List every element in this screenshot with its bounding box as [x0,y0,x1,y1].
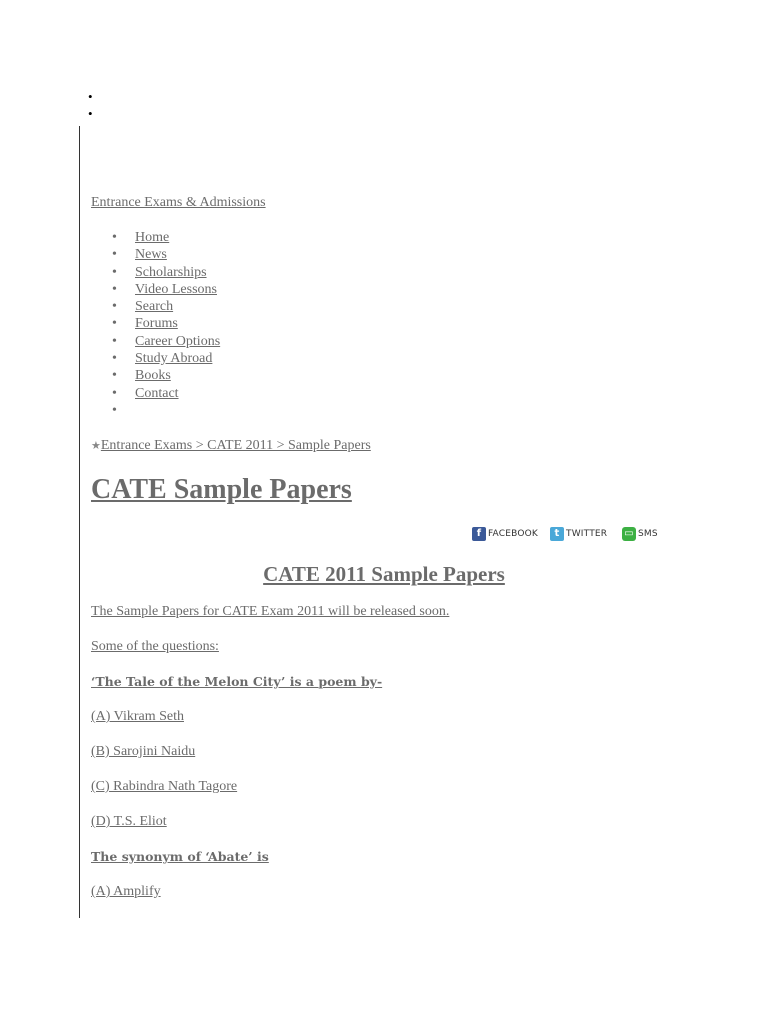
nav-label: Contact [135,385,179,401]
star-icon: ★ [91,440,101,452]
nav-bullet: • [112,264,117,280]
nav-link-home[interactable] [112,229,169,246]
section-heading [0,560,768,588]
facebook-share-button[interactable] [472,526,538,542]
nav-bullet: • [112,281,117,297]
page-title[interactable]: CATE Sample Papers [91,474,352,505]
nav-bullet: • [112,299,117,315]
nav-item-career-options [112,333,220,350]
question-2-option-a[interactable]: (A) Amplify [91,884,161,899]
breadcrumb-link[interactable]: Entrance Exams > CATE 2011 > Sample Papers [100,438,371,453]
nav-bullet: • [112,333,117,349]
nav-label: Books [135,368,171,384]
nav-link-forums[interactable] [112,315,178,332]
nav-bullet: • [112,368,117,384]
nav-label: News [135,247,167,263]
question-1-option-d[interactable]: (D) T.S. Eliot [91,814,167,829]
nav-label: Forums [135,316,178,332]
top-bullet-item [88,105,93,122]
twitter-share-button[interactable] [550,526,607,542]
sms-icon: ▭ [622,527,636,541]
nav-link-scholarships[interactable] [112,264,207,281]
nav-link-news[interactable] [112,246,167,263]
intro-text[interactable]: The Sample Papers for CATE Exam 2011 will be released soon. [91,604,450,619]
nav-bullet: • [112,351,117,367]
question-1-option-c[interactable]: (C) Rabindra Nath Tagore [91,779,238,794]
top-bullet-list [88,88,93,122]
nav-label: Study Abroad [135,351,213,367]
top-bullet-item [88,88,93,105]
facebook-icon: f [472,527,486,541]
nav-link-career-options[interactable] [112,333,220,350]
nav-label: Career Options [135,333,221,349]
question-1[interactable]: ‘The Tale of the Melon City’ is a poem by- [91,674,383,689]
nav-item-forums [112,315,220,332]
nav-item-video-lessons [112,281,220,298]
nav-link-video-lessons[interactable] [112,281,217,298]
nav-link-empty[interactable] [112,402,135,419]
question-1-option-b[interactable]: (B) Sarojini Naidu [91,744,196,759]
nav-item-empty [112,402,220,419]
question-1-option-a[interactable]: (A) Vikram Seth [91,709,184,724]
nav-item-books [112,367,220,384]
facebook-label: FACEBOOK [488,529,539,539]
main-nav [112,229,220,419]
nav-item-search [112,298,220,315]
nav-link-search[interactable] [112,298,173,315]
breadcrumb [91,437,371,455]
sms-label: SMS [638,529,658,539]
section-heading-text[interactable]: CATE 2011 Sample Papers [263,562,505,586]
site-title-link[interactable]: Entrance Exams & Admissions [91,195,266,210]
nav-bullet: • [112,230,117,245]
nav-bullet: • [112,247,117,263]
question-2[interactable]: The synonym of ‘Abate’ is [91,849,269,864]
nav-link-contact[interactable] [112,385,179,402]
nav-label: Scholarships [135,264,207,280]
nav-label: Search [135,299,174,315]
nav-bullet: • [112,385,117,401]
nav-label: Video Lessons [135,281,217,297]
nav-item-study-abroad [112,350,220,367]
questions-label[interactable]: Some of the questions: [91,639,219,654]
vertical-divider [79,126,80,918]
nav-link-study-abroad[interactable] [112,350,212,367]
nav-item-news [112,246,220,263]
sms-share-button[interactable] [622,526,658,542]
twitter-label: TWITTER [566,529,608,539]
nav-bullet: • [112,316,117,332]
nav-bullet: • [112,402,117,418]
nav-item-contact [112,385,220,402]
nav-item-home [112,229,220,246]
twitter-icon: t [550,527,564,541]
nav-link-books[interactable] [112,367,171,384]
nav-item-scholarships [112,264,220,281]
nav-label: Home [135,230,170,245]
